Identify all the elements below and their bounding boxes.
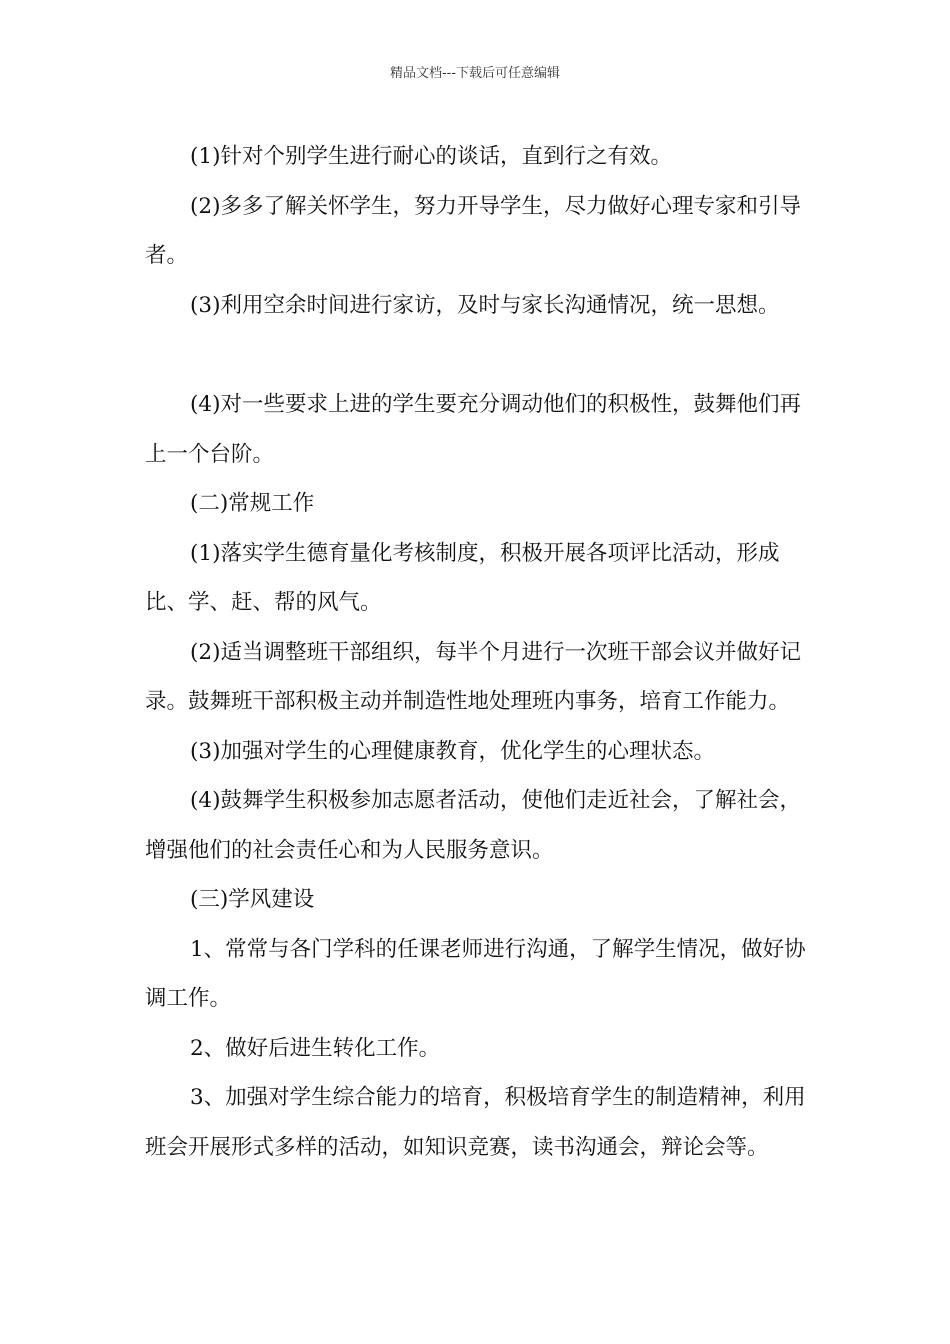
paragraph-5: (1)落实学生德育量化考核制度，积极开展各项评比活动，形成比、学、赶、帮的风气。 — [145, 540, 780, 615]
paragraph-3: (3)利用空余时间进行家访，及时与家长沟通情况，统一思想。 — [190, 292, 780, 318]
page-header: 精品文档---下载后可任意编辑 — [389, 66, 561, 81]
paragraph-6: (2)适当调整班干部组织，每半个月进行一次班干部会议并做好记录。鼓舞班干部积极主动并制造性地处理班内事务，培育工作能力。 — [145, 639, 801, 714]
paragraph-1: (1)针对个别学生进行耐心的谈话，直到行之有效。 — [190, 144, 672, 169]
blank-line — [145, 330, 817, 380]
paragraph-11: 3、加强对学生综合能力的培育，积极培育学生的制造精神，利用班会开展形式多样的活动，如知识竞赛，读书沟通会，辩论会等。 — [145, 1085, 806, 1160]
document-body — [145, 132, 817, 1172]
paragraph-4: (4)对一些要求上进的学生要充分调动他们的积极性，鼓舞他们再上一个台阶。 — [145, 392, 801, 467]
section-heading-routine-work: (二)常规工作 — [190, 491, 315, 516]
paragraph-10: 2、做好后进生转化工作。 — [190, 1035, 441, 1061]
paragraph-8: (4)鼓舞学生积极参加志愿者活动，使他们走近社会，了解社会，增强他们的社会责任心和为人民服务意识。 — [145, 788, 801, 863]
paragraph-2: (2)多多了解关怀学生，努力开导学生，尽力做好心理专家和引导者。 — [145, 193, 801, 268]
paragraph-7: (3)加强对学生的心理健康教育，优化学生的心理状态。 — [190, 738, 715, 764]
section-heading-study-style: (三)学风建设 — [190, 887, 315, 912]
paragraph-9: 1、常常与各门学科的任课老师进行沟通，了解学生情况，做好协调工作。 — [145, 936, 806, 1011]
